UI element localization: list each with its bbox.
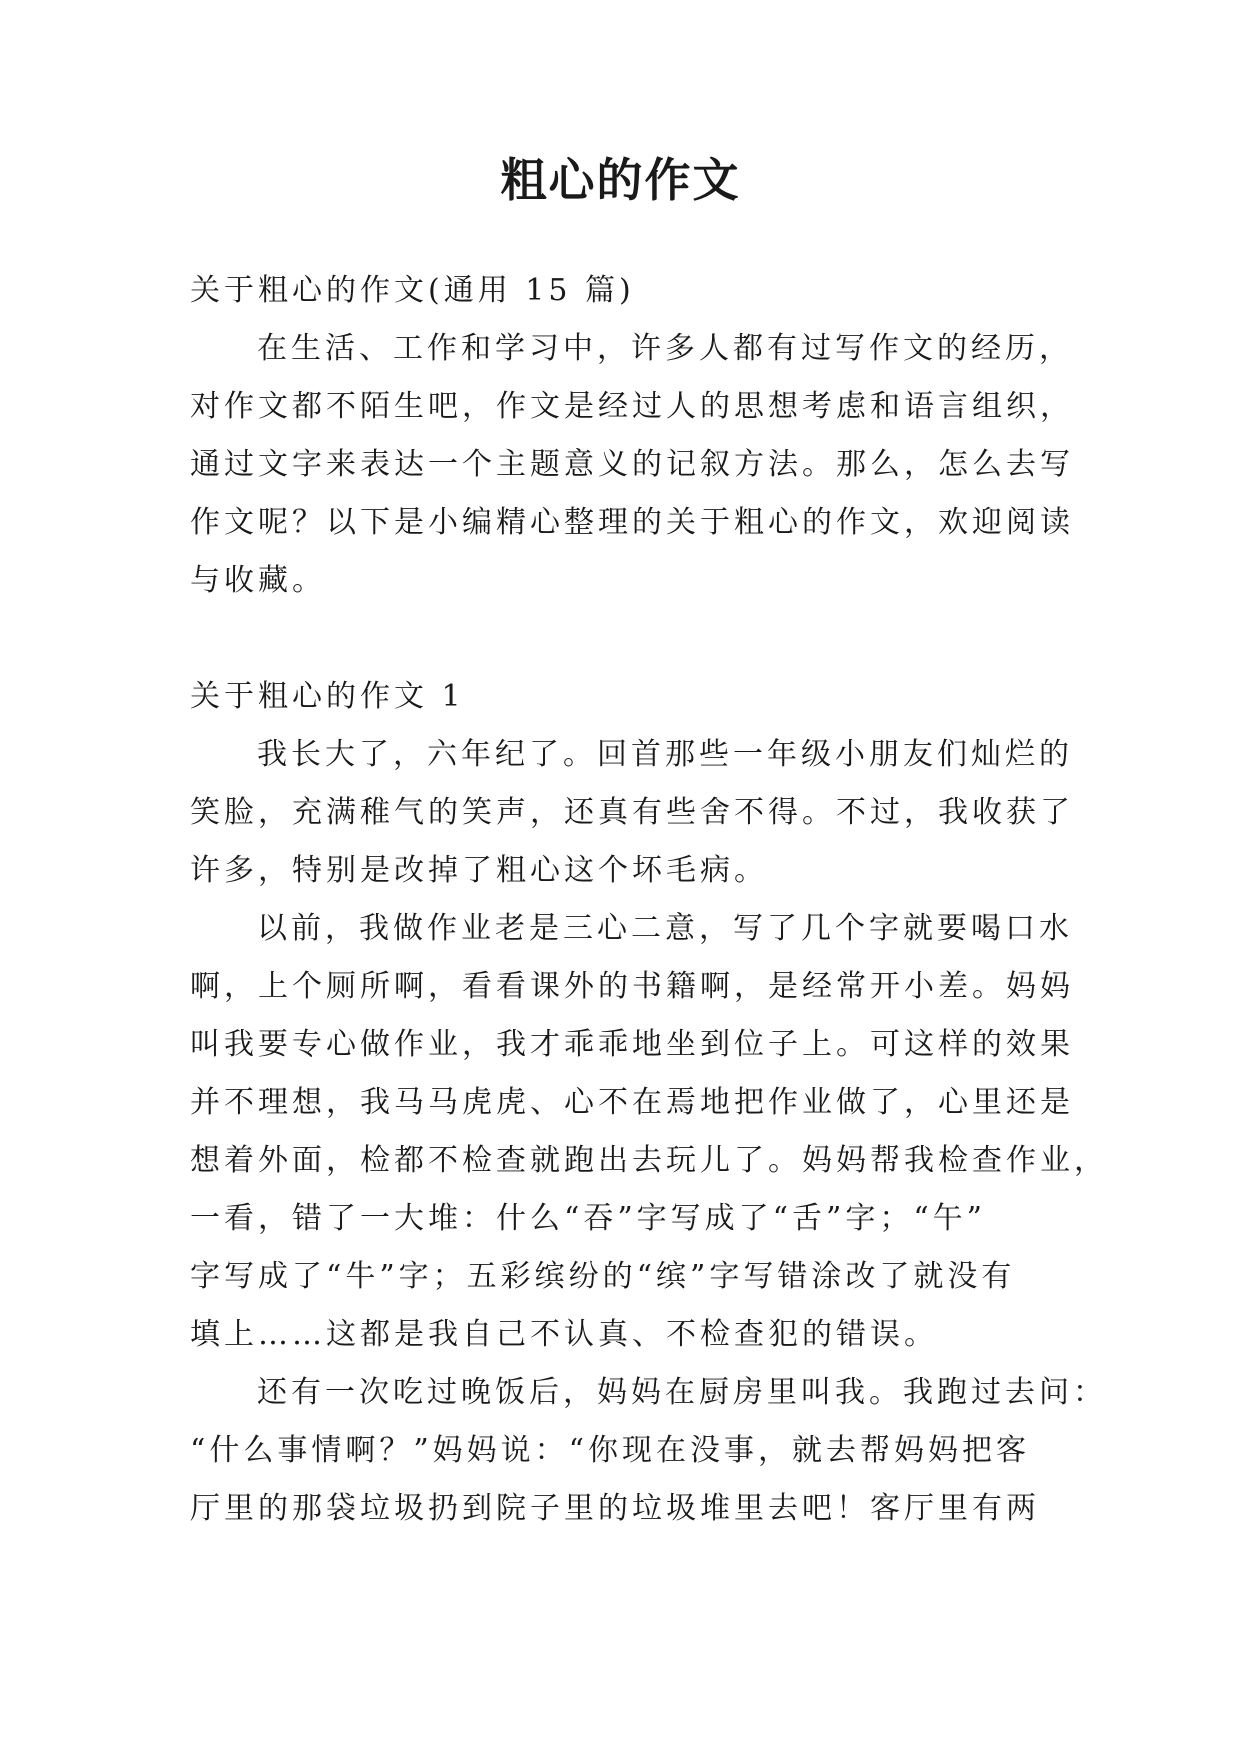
paragraph-line: 笑脸，充满稚气的笑声，还真有些舍不得。不过，我收获了 — [190, 795, 1074, 830]
paragraph-line: 以前，我做作业老是三心二意，写了几个字就要喝口水 — [257, 911, 1073, 946]
intro-line: 作文呢？以下是小编精心整理的关于粗心的作文，欢迎阅读 — [190, 505, 1074, 540]
document-subtitle: 关于粗心的作文(通用 15 篇) — [190, 273, 635, 308]
paragraph-line: 并不理想，我马马虎虎、心不在焉地把作业做了，心里还是 — [190, 1085, 1074, 1120]
section-spacer — [190, 610, 1060, 668]
essay-heading: 关于粗心的作文 1 — [190, 679, 465, 714]
paragraph-line: 厅里的那袋垃圾扔到院子里的垃圾堆里去吧！客厅里有两 — [190, 1491, 1040, 1526]
paragraph-line: 还有一次吃过晚饭后，妈妈在厨房里叫我。我跑过去问： — [257, 1375, 1107, 1410]
intro-line: 与收藏。 — [190, 563, 326, 598]
document-body — [190, 262, 1108, 1538]
document-title: 粗心的作文 — [500, 153, 741, 207]
paragraph-line: 啊，上个厕所啊，看看课外的书籍啊，是经常开小差。妈妈 — [190, 969, 1074, 1004]
paragraph-line: 许多，特别是改掉了粗心这个坏毛病。 — [190, 853, 768, 888]
paragraph-line: 叫我要专心做作业，我才乖乖地坐到位子上。可这样的效果 — [190, 1027, 1074, 1062]
intro-line: 通过文字来表达一个主题意义的记叙方法。那么，怎么去写 — [190, 447, 1074, 482]
paragraph-line: “什么事情啊？”妈妈说：“你现在没事，就去帮妈妈把客 — [190, 1433, 1031, 1468]
paragraph-line: 一看，错了一大堆：什么“吞”字写成了“舌”字；“午” — [190, 1201, 987, 1236]
paragraph-line: 字写成了“牛”字；五彩缤纷的“缤”字写错涂改了就没有 — [190, 1259, 1016, 1294]
paragraph-line: 填上……这都是我自己不认真、不检查犯的错误。 — [190, 1317, 938, 1352]
paragraph-line: 我长大了，六年纪了。回首那些一年级小朋友们灿烂的 — [257, 737, 1073, 772]
paragraph-line: 想着外面，检都不检查就跑出去玩儿了。妈妈帮我检查作业， — [190, 1143, 1108, 1178]
intro-line: 对作文都不陌生吧，作文是经过人的思想考虑和语言组织， — [190, 389, 1074, 424]
intro-line: 在生活、工作和学习中，许多人都有过写作文的经历， — [257, 331, 1073, 366]
